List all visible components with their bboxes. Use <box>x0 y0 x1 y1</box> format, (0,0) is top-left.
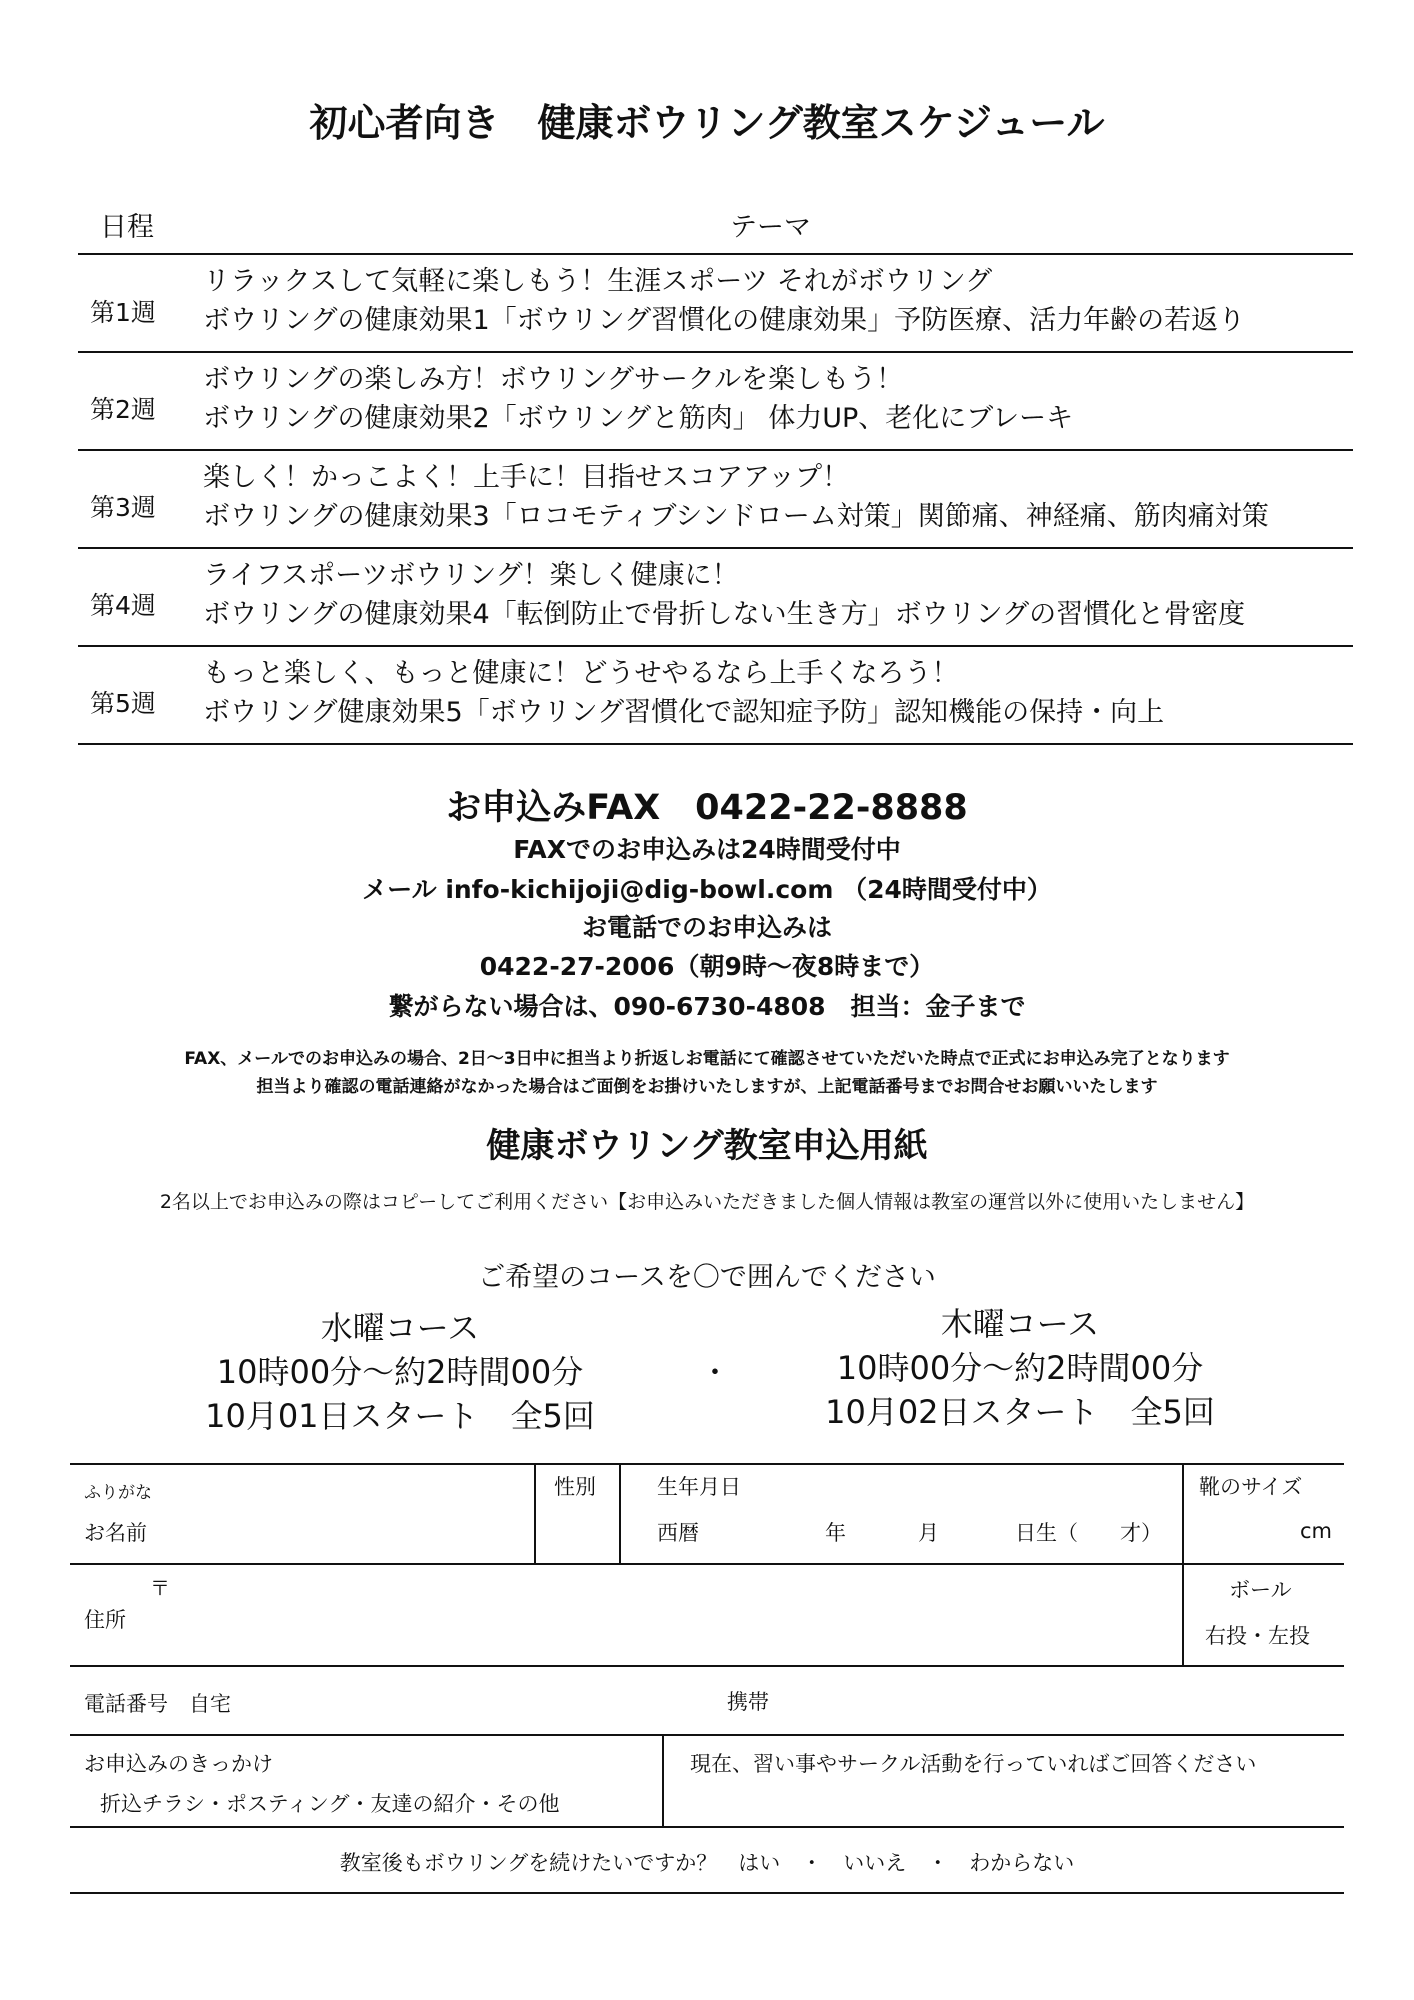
table-header-rule <box>78 253 1353 255</box>
mobile-phone-field[interactable]: 携帯 <box>727 1690 769 1714</box>
fax-number: お申込みFAX 0422‐22‐8888 <box>446 788 968 828</box>
course-name: 木曜コース <box>940 1305 1100 1343</box>
home-phone-field[interactable]: 電話番号 自宅 <box>84 1692 231 1716</box>
phone-number: 0422‐27‐2006（朝9時～夜8時まで） <box>479 952 935 981</box>
name-field[interactable]: お名前 <box>84 1521 147 1545</box>
form-rule <box>70 1665 1344 1667</box>
year-label: 年 <box>825 1521 846 1545</box>
theme-line: ボウリングの楽しみ方！ボウリングサークルを楽しもう！ <box>203 364 904 395</box>
row-rule <box>78 449 1353 451</box>
form-rule <box>70 1734 1344 1736</box>
week-label: 第1週 <box>90 298 156 327</box>
header-day: 日程 <box>100 212 154 243</box>
theme-line: ボウリングの健康効果3「ロコモティブシンドローム対策」関節痛、神経痛、筋肉痛対策 <box>203 501 1269 532</box>
form-rule <box>70 1826 1344 1828</box>
ball-label: ボール <box>1229 1578 1292 1602</box>
form-rule <box>70 1563 1344 1565</box>
fax-mail-note: FAX、メールでのお申込みの場合、2日～3日中に担当より折返しお電話にて確認させていただいた時点で正式にお申込み完了となります <box>184 1049 1230 1069</box>
table-bottom-rule <box>78 743 1353 745</box>
row-rule <box>78 351 1353 353</box>
week-label: 第5週 <box>90 689 156 718</box>
form-title: 健康ボウリング教室申込用紙 <box>486 1126 928 1166</box>
row-rule <box>78 547 1353 549</box>
postal-mark: 〒 <box>150 1576 170 1600</box>
week-label: 第3週 <box>90 493 156 522</box>
week-label: 第4週 <box>90 591 156 620</box>
course-name: 水曜コース <box>320 1309 480 1347</box>
trigger-label: お申込みのきっかけ <box>84 1752 273 1776</box>
row-rule <box>78 645 1353 647</box>
form-divider <box>662 1734 664 1826</box>
course-prompt: ご希望のコースを〇で囲んでください <box>478 1262 936 1293</box>
seireki-label: 西暦 <box>657 1521 699 1545</box>
fax-note: FAXでのお申込みは24時間受付中 <box>513 835 901 864</box>
header-theme: テーマ <box>730 212 811 243</box>
course-time: 10時00分～約2時間00分 <box>836 1349 1204 1387</box>
form-rule <box>70 1892 1344 1894</box>
form-divider <box>619 1463 621 1563</box>
circle-activity-question[interactable]: 現在、習い事やサークル活動を行っていればご回答ください <box>690 1752 1257 1776</box>
birth-day-age: 日生（ 才） <box>1015 1521 1162 1545</box>
trigger-options[interactable]: 折込チラシ・ポスティング・友達の紹介・その他 <box>100 1792 560 1816</box>
month-label: 月 <box>918 1521 939 1545</box>
course-thursday[interactable] <box>780 1302 1260 1434</box>
furigana-label: ふりがな <box>84 1483 152 1503</box>
theme-line: ボウリング健康効果5「ボウリング習慣化で認知症予防」認知機能の保持・向上 <box>203 697 1165 728</box>
course-start: 10月01日スタート 全5回 <box>205 1397 595 1435</box>
confirm-note: 担当より確認の電話連絡がなかった場合はご面倒をお掛けいたしますが、上記電話番号までお問合せお願いいたします <box>256 1077 1158 1097</box>
birth-label: 生年月日 <box>657 1475 741 1499</box>
course-time: 10時00分～約2時間00分 <box>216 1353 584 1391</box>
address-field[interactable]: 住所 <box>84 1608 126 1632</box>
course-wednesday[interactable] <box>160 1306 640 1438</box>
theme-line: ボウリングの健康効果2「ボウリングと筋肉」 体力UP、老化にブレーキ <box>203 403 1074 434</box>
mail-address: メール info-kichijoji@dig-bowl.com （24時間受付中） <box>362 875 1052 904</box>
theme-line: ボウリングの健康効果1「ボウリング習慣化の健康効果」予防医療、活力年齢の若返り <box>203 305 1246 336</box>
theme-line: もっと楽しく、もっと健康に！どうせやるなら上手くなろう！ <box>203 658 959 689</box>
course-separator: ・ <box>700 1356 730 1391</box>
form-divider <box>1182 1463 1184 1665</box>
shoe-size-label: 靴のサイズ <box>1199 1475 1303 1499</box>
copy-note: 2名以上でお申込みの際はコピーしてご利用ください【お申込みいただきました個人情報は教室の運営以外に使用いたしません】 <box>159 1191 1255 1213</box>
throwing-hand-choice[interactable]: 右投・左投 <box>1205 1624 1310 1648</box>
theme-line: 楽しく！かっこよく！上手に！目指せスコアアップ！ <box>203 462 850 493</box>
phone-intro: お電話でのお申込みは <box>581 913 832 942</box>
theme-line: リラックスして気軽に楽しもう！生涯スポーツ それがボウリング <box>203 266 993 297</box>
theme-line: ライフスポーツボウリング！楽しく健康に！ <box>203 560 739 591</box>
form-divider <box>534 1463 536 1563</box>
theme-line: ボウリングの健康効果4「転倒防止で骨折しない生き方」ボウリングの習慣化と骨密度 <box>203 599 1246 630</box>
continue-question[interactable]: 教室後もボウリングを続けたいですか？ はい ・ いいえ ・ わからない <box>339 1851 1075 1875</box>
cm-unit: cm <box>1300 1519 1333 1543</box>
page-title: 初心者向き 健康ボウリング教室スケジュール <box>309 101 1105 145</box>
alt-phone: 繋がらない場合は、090-6730-4808 担当：金子まで <box>388 992 1026 1021</box>
form-rule <box>70 1463 1344 1465</box>
week-label: 第2週 <box>90 395 156 424</box>
course-start: 10月02日スタート 全5回 <box>825 1393 1215 1431</box>
gender-field[interactable]: 性別 <box>554 1475 596 1499</box>
